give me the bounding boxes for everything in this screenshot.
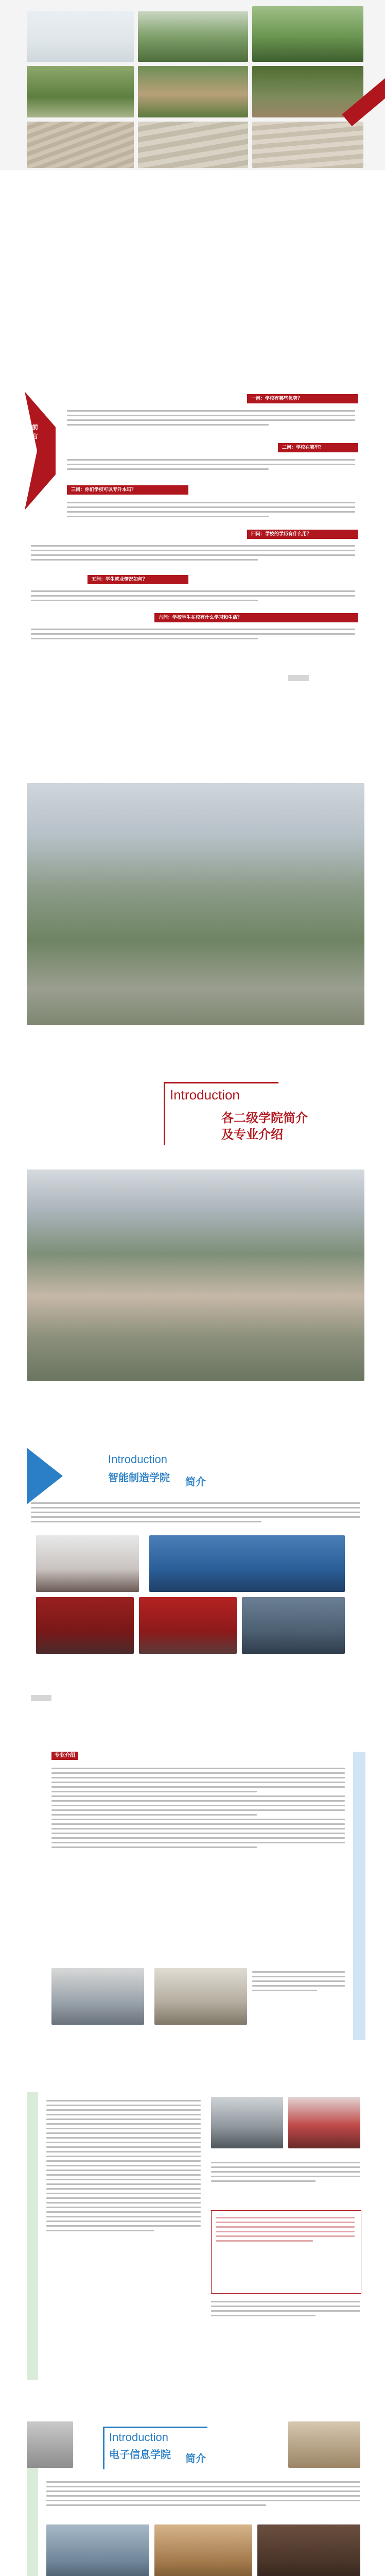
college1-event-photo-3 xyxy=(36,1597,134,1654)
college1-event-photo-4 xyxy=(139,1597,237,1654)
faq-q2: 二问：学校在哪里？ xyxy=(278,443,358,452)
college1-robot-photo xyxy=(211,2097,283,2148)
intro-cover-page xyxy=(0,1051,385,1381)
college1-event-photo-1 xyxy=(36,1535,139,1592)
college2-photo-2 xyxy=(154,2524,252,2576)
college1-title-en: Introduction xyxy=(108,1453,167,1466)
campus-photo-pavement xyxy=(252,122,363,168)
college1-highlight-box xyxy=(211,2210,361,2294)
intro-title-line2: 及专业介绍 xyxy=(221,1127,283,1142)
college1-majors-text xyxy=(51,1765,345,1851)
college2-header-photo-left xyxy=(27,2421,73,2468)
college2-photo-3 xyxy=(257,2524,360,2576)
preface-badge: 前 言 xyxy=(32,423,39,440)
college1-majors-page-2 xyxy=(0,2092,385,2391)
college1-majors-text-2 xyxy=(252,1968,345,1994)
campus-photo-palm-trees xyxy=(138,11,248,62)
campus-photo-plaza xyxy=(138,122,248,168)
college1-lab-photo-2 xyxy=(154,1968,247,2025)
college1-lab-photo-1 xyxy=(51,1968,144,2025)
college1-car-photo xyxy=(288,2097,360,2148)
college1-description xyxy=(31,1499,360,1526)
college2-title-line1: 电子信息学院 xyxy=(109,2448,171,2461)
faq-q5: 五问：学生就业情况如何？ xyxy=(87,575,188,584)
college2-description xyxy=(46,2478,360,2509)
preface-red-chevron xyxy=(25,392,56,510)
faq-a2 xyxy=(67,456,355,473)
sidebar-stripe xyxy=(353,1752,365,2040)
sidebar-stripe xyxy=(27,2092,38,2380)
page-number-tab xyxy=(31,1695,51,1701)
aerial-campus-photo-2 xyxy=(27,1170,364,1381)
faq-a4 xyxy=(31,542,355,564)
faq-a5 xyxy=(31,587,355,604)
faq-q4: 四问：学校的学历有什么用？ xyxy=(247,530,358,539)
faq-a6 xyxy=(31,625,355,642)
faq-q6: 六问：学校学生在校有什么学习和生活？ xyxy=(154,613,358,622)
campus-photo-walkway xyxy=(27,122,134,168)
campus-photo-garden xyxy=(27,66,134,117)
college1-majors-right-col xyxy=(211,2159,360,2185)
photo-collage-page xyxy=(0,0,385,170)
faq-a3 xyxy=(67,499,355,520)
college2-title-en: Introduction xyxy=(109,2431,168,2444)
aerial-campus-page-1 xyxy=(0,716,385,1025)
college1-event-photo-5 xyxy=(242,1597,345,1654)
college2-title-line2: 简介 xyxy=(185,2452,206,2465)
college1-majors-page xyxy=(0,1741,385,2050)
college1-event-photo-2 xyxy=(149,1535,345,1592)
college1-majors-right-col-2 xyxy=(211,2298,360,2319)
college2-photo-1 xyxy=(46,2524,149,2576)
highlight-text xyxy=(216,2214,355,2245)
faq-q1: 一问：学校有哪些优势？ xyxy=(247,394,358,403)
faq-a1 xyxy=(67,407,355,429)
college2-intro-page xyxy=(0,2421,385,2576)
campus-photo-white-building xyxy=(27,11,134,62)
intro-title-line1: 各二级学院简介 xyxy=(221,1111,308,1125)
college1-majors-left-col xyxy=(46,2097,201,2234)
college2-header-photo-right xyxy=(288,2421,360,2468)
campus-photo-greenery xyxy=(252,6,363,62)
college1-intro-page xyxy=(0,1437,385,1726)
college1-title-line1: 智能制造学院 xyxy=(108,1471,170,1484)
college1-title-line2: 简介 xyxy=(185,1476,206,1488)
college1-section-head: 专业介绍 xyxy=(51,1752,78,1760)
faq-page xyxy=(0,371,385,690)
page-number-tab xyxy=(288,675,309,681)
faq-q3: 三问：你们学校可以专升本吗？ xyxy=(67,485,188,495)
aerial-campus-photo-1 xyxy=(27,783,364,1025)
intro-title-en: Introduction xyxy=(170,1087,240,1103)
college1-blue-wedge xyxy=(27,1448,63,1504)
campus-photo-statue xyxy=(138,66,248,117)
